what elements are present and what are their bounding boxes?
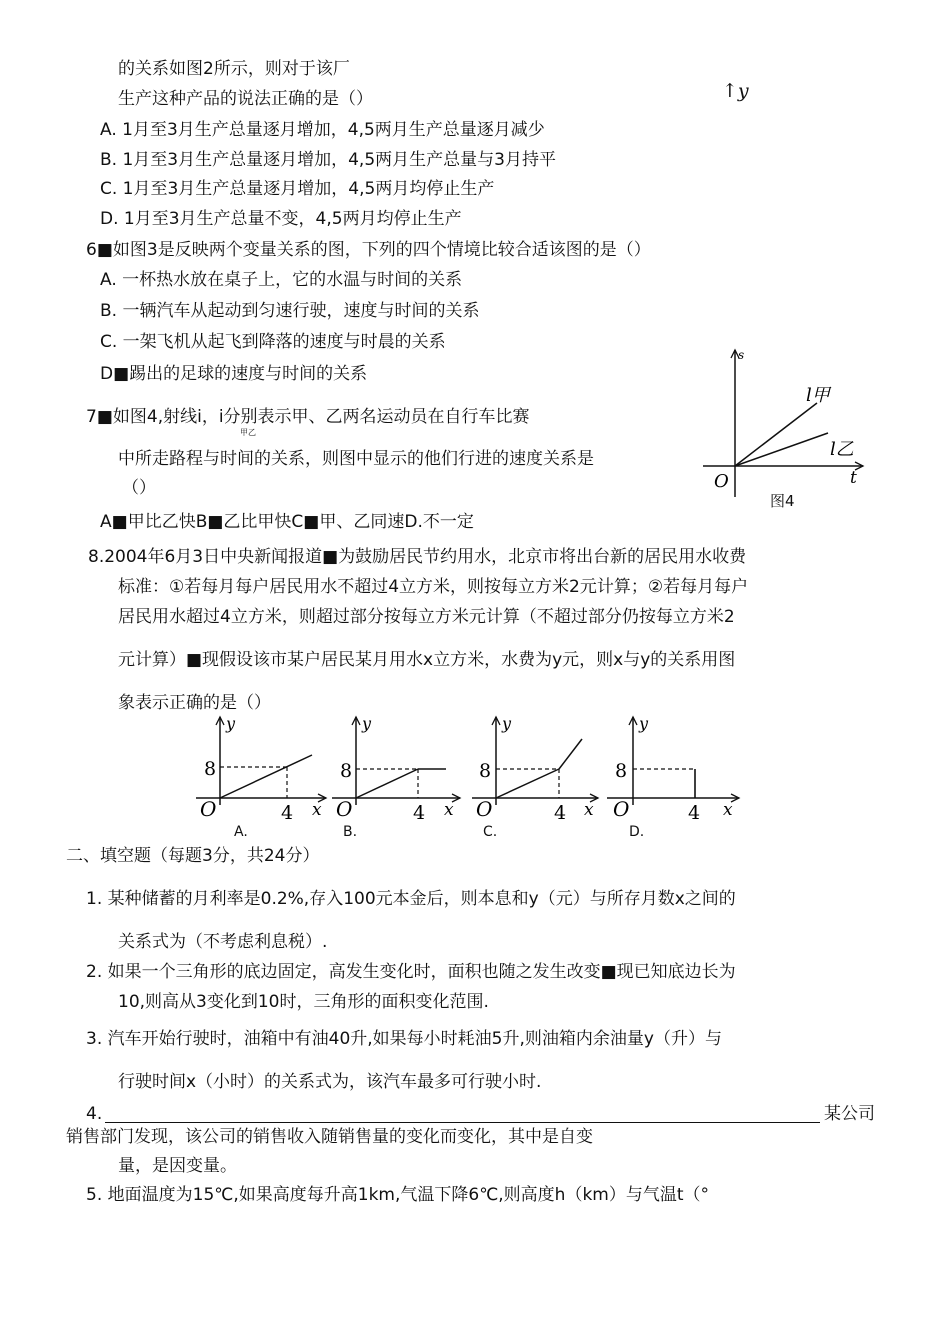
graph-a-origin: O — [200, 797, 217, 821]
graph-b-y-tick: 8 — [340, 760, 353, 782]
q7-subscript: 甲乙 — [240, 428, 256, 437]
q8-line5: 象表示正确的是（） — [118, 693, 271, 713]
graph-d-origin: O — [613, 797, 630, 821]
graph-d — [605, 715, 745, 825]
q5-option-a: A. 1月至3月生产总量逐月增加，4,5两月生产总量逐月减少 — [100, 120, 545, 140]
q6-stem: 6■如图3是反映两个变量关系的图，下列的四个情境比较合适该图的是（） — [86, 240, 651, 260]
fill-q4-number: 4. — [86, 1104, 103, 1124]
graph-a-y-label: y — [226, 714, 236, 733]
fill-q1-line2: 关系式为（不考虑利息税）. — [118, 932, 328, 952]
graph-c-x-tick: 4 — [554, 802, 567, 824]
fill-q4-line3: 量，是因变量。 — [118, 1156, 237, 1176]
graph-b-origin: O — [336, 797, 353, 821]
fill-q1-line1: 1. 某种储蓄的月利率是0.2%,存入100元本金后，则本息和y（元）与所存月数x之间的 — [86, 889, 736, 909]
fill-q3-line2: 行驶时间x（小时）的关系式为，该汽车最多可行驶小时. — [118, 1072, 542, 1092]
graph-a-caption: A. — [234, 824, 248, 840]
fig4-x-label: t — [850, 468, 857, 488]
line-jia — [735, 403, 817, 466]
fill-q3-line1: 3. 汽车开始行驶时，油箱中有油40升,如果每小时耗油5升,则油箱内余油量y（升）与 — [86, 1029, 722, 1049]
graph-d-x-tick: 4 — [688, 802, 701, 824]
graph-d-y-tick: 8 — [615, 760, 628, 782]
q8-line1: 8.2004年6月3日中央新闻报道■为鼓励居民节约用水，北京市将出台新的居民用水收费 — [88, 547, 747, 567]
fig2-y-axis-label: ↑y — [722, 80, 749, 102]
q6-option-d: D■踢出的足球的速度与时间的关系 — [100, 364, 368, 384]
graph-b-caption: B. — [343, 824, 358, 840]
graph-c — [470, 715, 610, 825]
graph-d-x-label: x — [723, 800, 733, 820]
fill-q2-line2: 10,则高从3变化到10时，三角形的面积变化范围. — [118, 992, 489, 1012]
fig4-line-jia-label: l甲 — [806, 385, 830, 406]
graph-b — [330, 715, 470, 825]
q8-line4: 元计算）■现假设该市某户居民某月用水x立方米，水费为y元，则x与y的关系用图 — [118, 650, 736, 670]
graph-b-x-label: x — [444, 800, 454, 820]
graph-a — [190, 715, 330, 825]
fig4-caption: 图4 — [770, 492, 795, 510]
fig4-line-yi-label: l乙 — [830, 439, 854, 460]
q8-line2: 标准：①若每月每户居民用水不超过4立方米，则按每立方米2元计算；②若每月每户 — [118, 577, 749, 597]
fill-q2-line1: 2. 如果一个三角形的底边固定，高发生变化时，面积也随之发生改变■现已知底边长为 — [86, 962, 736, 982]
graph-a-x-label: x — [312, 800, 322, 820]
q5-option-c: C. 1月至3月生产总量逐月增加，4,5两月均停止生产 — [100, 179, 495, 199]
fill-q4-line2: 销售部门发现，该公司的销售收入随销售量的变化而变化，其中是自变 — [66, 1127, 593, 1147]
fill-q4-blank-line — [105, 1122, 820, 1123]
graph-a-x-tick: 4 — [281, 802, 294, 824]
graph-d-caption: D. — [629, 824, 645, 840]
q5-option-b: B. 1月至3月生产总量逐月增加，4,5两月生产总量与3月持平 — [100, 150, 556, 170]
q5-option-d: D. 1月至3月生产总量不变，4,5两月均停止生产 — [100, 209, 462, 229]
line-yi — [735, 433, 828, 466]
q5-stem-line2: 生产这种产品的说法正确的是（） — [118, 89, 373, 109]
q7-stem-line1: 7■如图4,射线i，i分别表示甲、乙两名运动员在自行车比赛 — [86, 407, 530, 427]
graph-c-y-tick: 8 — [479, 760, 492, 782]
fill-q5-line1: 5. 地面温度为15℃,如果高度每升高1km,气温下降6℃,则高度h（km）与气温t（° — [86, 1185, 710, 1205]
fig4-origin: O — [714, 471, 729, 492]
fig4-y-label: s — [738, 348, 745, 362]
graph-c-x-label: x — [584, 800, 594, 820]
q7-stem-line3: （） — [122, 478, 156, 498]
graph-b-y-label: y — [362, 714, 372, 733]
q6-option-b: B. 一辆汽车从起动到匀速行驶，速度与时间的关系 — [100, 301, 480, 321]
q7-options: A■甲比乙快B■乙比甲快C■甲、乙同速D.不一定 — [100, 512, 474, 532]
graph-c-caption: C. — [483, 824, 498, 840]
graph-c-origin: O — [476, 797, 493, 821]
q7-stem-line2: 中所走路程与时间的关系，则图中显示的他们行进的速度关系是 — [118, 449, 594, 469]
graph-c-y-label: y — [502, 714, 512, 733]
q8-line3: 居民用水超过4立方米，则超过部分按每立方米元计算（不超过部分仍按每立方米2 — [118, 607, 735, 627]
q6-option-a: A. 一杯热水放在桌子上，它的水温与时间的关系 — [100, 270, 463, 290]
q6-option-c: C. 一架飞机从起飞到降落的速度与时晨的关系 — [100, 332, 446, 352]
fill-q4-tail: 某公司 — [824, 1104, 875, 1124]
graph-d-y-label: y — [639, 714, 649, 733]
q5-stem-line1: 的关系如图2所示，则对于该厂 — [118, 59, 350, 79]
section-heading: 二、填空题（每题3分，共24分） — [66, 846, 320, 866]
graph-b-x-tick: 4 — [413, 802, 426, 824]
graph-a-y-tick: 8 — [204, 758, 217, 780]
